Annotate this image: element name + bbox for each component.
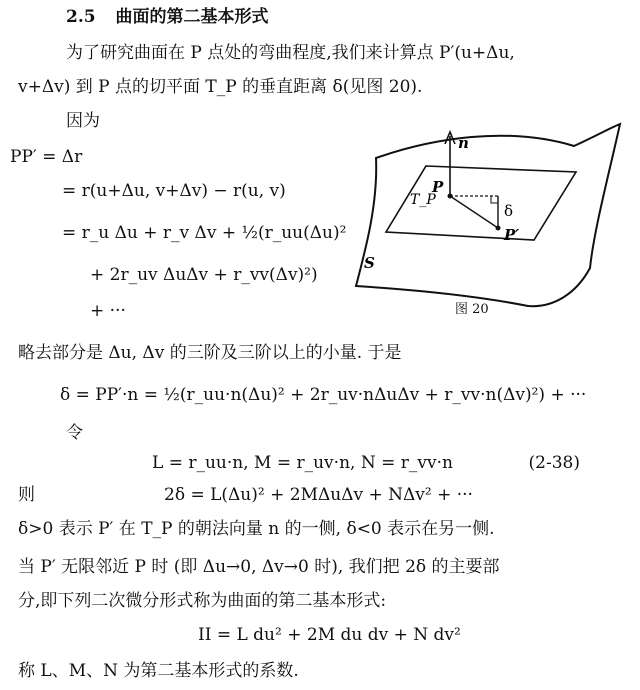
equation-pp-line-1: PP′ = Δr: [10, 147, 83, 167]
section-number: 2.5: [66, 7, 96, 27]
point-p-prime: [496, 226, 501, 231]
label-p-prime: P′: [504, 226, 520, 244]
equation-lmn: L = r_uu·n, M = r_uv·n, N = r_vv·n: [152, 453, 453, 473]
label-delta: δ: [504, 202, 514, 220]
label-p: P: [432, 178, 444, 196]
intro-line-2: v+Δv) 到 P 点的切平面 T_P 的垂直距离 δ(见图 20).: [18, 77, 423, 97]
right-angle-mark: [491, 196, 498, 203]
section-title: 曲面的第二基本形式: [115, 7, 269, 27]
then-text: 则: [18, 485, 35, 505]
limit-line-2: 分,即下列二次微分形式称为曲面的第二基本形式:: [18, 591, 387, 611]
label-s: S: [364, 254, 375, 272]
equation-delta: δ = PP′·n = ½(r_uu·n(Δu)² + 2r_uv·nΔuΔv + r_vv·n(Δv)²) + ···: [60, 385, 587, 405]
equation-lmn-row: [152, 452, 610, 474]
omit-text: 略去部分是 Δu, Δv 的三阶及三阶以上的小量. 于是: [18, 343, 402, 363]
equation-second-form: II = L du² + 2M du dv + N dv²: [198, 625, 461, 645]
intro-line-1: 为了研究曲面在 P 点处的弯曲程度,我们来计算点 P′(u+Δu,: [66, 43, 515, 63]
equation-two-delta: 2δ = L(Δu)² + 2MΔuΔv + NΔv² + ···: [164, 485, 473, 505]
equation-pp-line-5: + ···: [90, 301, 126, 321]
sign-note: δ>0 表示 P′ 在 T_P 的朝法向量 n 的一侧, δ<0 表示在另一侧.: [18, 519, 495, 539]
figure-caption: 图 20: [455, 302, 489, 317]
equation-pp-line-3: = r_u Δu + r_v Δv + ½(r_uu(Δu)²: [62, 223, 347, 243]
let-text: 令: [66, 423, 83, 443]
because-text: 因为: [66, 111, 100, 131]
equation-pp-line-4: + 2r_uv ΔuΔv + r_vv(Δv)²): [90, 265, 318, 285]
limit-line-1: 当 P′ 无限邻近 P 时 (即 Δu→0, Δv→0 时), 我们把 2δ 的主要部: [18, 557, 500, 577]
point-p: [448, 194, 453, 199]
equation-number: (2-38): [528, 453, 580, 473]
equation-pp-line-2: = r(u+Δu, v+Δv) − r(u, v): [62, 181, 286, 201]
label-tp: T_P: [410, 192, 436, 208]
section-heading: [66, 6, 269, 28]
label-n: n: [458, 134, 469, 152]
coefficients-text: 称 L、M、N 为第二基本形式的系数.: [18, 661, 299, 681]
